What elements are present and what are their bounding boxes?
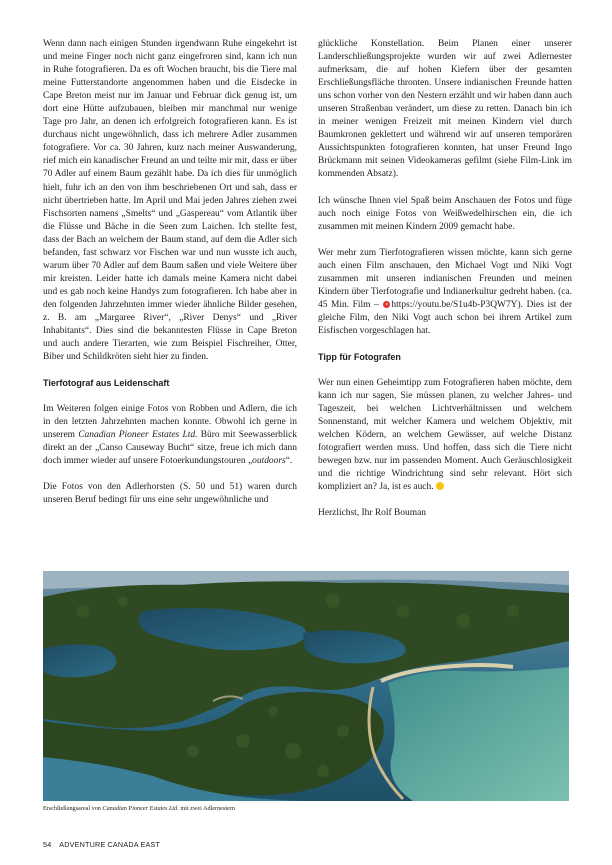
text-run: mit zwei Adlernestern bbox=[178, 805, 235, 812]
text-run: Erschließungsareal von bbox=[43, 805, 103, 812]
aerial-photo bbox=[43, 571, 569, 801]
page-footer bbox=[43, 840, 160, 849]
section-heading-tip: Tipp für Fotografen bbox=[318, 351, 401, 362]
text-run: Wer nun einen Geheimtipp zum Fotografieren haben möchte, dem kann ich nur sagen, Sie müssen planen, zu welcher Jahres- und Tageszeit, bei welchen Lichtverhältnissen und welchem Sonnenstand, mit welcher Kamera und welchem Objektiv, mit welchen Ködern, an welchem Gewässer, auf welche Distanz fotografiert werden muss. Und hoffen, dass sich die Tiere nicht bewegen bzw. nur im passenden Moment. Auch Geräuschlosigkeit und die richtige Windrichtung sind sehr relevant. Hört sich kompliziert an? Ja, ist es auch. bbox=[318, 377, 572, 493]
outdoors-term: outdoors bbox=[252, 456, 286, 467]
text-run: Im Weiteren folgen einige Fotos von Robben und Adlern, die ich in den letzten Jahrzehnten machen konnte. Obwohl ich gerne in unserem bbox=[43, 404, 297, 441]
aerial-landscape-image bbox=[43, 571, 569, 801]
company-name: Canadian Pioneer Estates Ltd. bbox=[102, 805, 179, 812]
smiley-icon bbox=[436, 482, 444, 490]
text-run: ). Dies ist der gleiche Film, den Niki Vogt auch schon bei ihrem Artikel zum Eisfischen vorgeschlagen hat. bbox=[318, 299, 572, 336]
youtube-play-icon bbox=[383, 301, 390, 308]
film-link[interactable]: https://youtu.be/S1u4b-P3QW7Y bbox=[391, 299, 518, 310]
section-heading-passion: Tierfotograf aus Leidenschaft bbox=[43, 378, 170, 389]
paragraph-wish: Ich wünsche Ihnen viel Spaß beim Anschauen der Fotos und füge auch noch einige Fotos von Weißwedelhirschen ein, die ich zusammen mit meinen Kindern 2009 gemacht habe. bbox=[318, 195, 572, 232]
page-number: 54 bbox=[43, 840, 52, 849]
signoff: Herzlichst, Ihr Rolf Bouman bbox=[318, 508, 426, 519]
paragraph-constellation: glückliche Konstellation. Beim Planen einer unserer Landerschließungsprojekte wurden wir auf zwei Adlernester aufmerksam, die auf hohen Kiefern über der gesamten Erschließungsfläche thronten. Unsere indianischen Freunde hatten uns schon vorher von den Nestern erzählt und wir haben dann auch unseren Straßenbau verändert, um diese zu retten. Danach bin ich in meiner wenigen Freizeit mit meinen Kindern viel durch Baumkronen geklettert und während wir auf unseren temporären Aussichtspunkten fotografieren konnten, hat unser Freund Ingo Brückmann mit seinen Videokameras gefilmt (siehe Film-Link im kommenden Absatz). bbox=[318, 39, 572, 180]
paragraph-photos-intro bbox=[43, 403, 297, 468]
paragraph-eagles-tree: Wenn dann nach einigen Stunden irgendwann Ruhe eingekehrt ist und meine Finger noch nicht ganz eingefroren sind, kann ich nun in Ruhe fotografieren. Da es oft Wochen braucht, bis die Tiere mal meine Futterstandorte angenommen haben und die Eisdecke in Cape Breton meist nur im Januar und Februar dick genug ist, um dort eine Hütte aufzubauen, bleiben mir manchmal nur wenige Tage pro Jahr, an denen ich erfolgreich fotografieren kann. Es ist durchaus nicht ungewöhnlich, dass ich mehrere Adler zusammen fotografiere. Vor ca. 30 Jahren, kurz nach meiner Auswanderung, rief mich ein kanadischer Freund an und teilte mir mit, dass er über 70 Adler auf einem Baum gezählt habe. Da ich dies für unmöglich hielt, fuhr ich an den von ihm beschriebenen Ort und sah, dass er nicht übertrieben hatte. Im April und Mai jeden Jahres ziehen zwei Fischsorten namens „Smelts“ und „Gaspereau“ vom Atlantik über die Flüsse und Bäche in die Seen zum Laichen. Ich stellte fest, dass der Bach an welchem der Baum stand, auf dem die Adler sich befanden, fast schwarz vor Fischen war und nun wusste ich auch, warum über 70 Adler auf dem Baum saßen und viele Weitere über mir kreisten. Leider hatte ich damals meine Kamera nicht dabei und es gab noch keine Handys zum fotografieren. Ich habe aber in den folgenden Jahrzehnten immer wieder ähnliche Bilder gesehen, z. B. am „Margaree River“, „River Denys“ und „River Inhabitants“. Dies sind die bekanntesten Flüsse in Cape Breton und auch andere Tierarten, wie zum Beispiel Fischreiher, Otter, Biber und Schildkröten sieht hier zu finden. bbox=[43, 39, 297, 363]
company-name: Canadian Pioneer Estates Ltd. bbox=[78, 430, 198, 441]
left-column bbox=[43, 38, 297, 521]
text-run: Büro mit Seewasserblick direkt an der „Canso Causeway Bucht“ sitze, freue ich mich dann doch immer wieder auf unsere Fotoerkundungstouren „ bbox=[43, 430, 297, 467]
right-column bbox=[318, 38, 572, 533]
publication-name: ADVENTURE CANADA EAST bbox=[59, 840, 161, 849]
paragraph-film bbox=[318, 247, 572, 338]
text-run: “. bbox=[285, 456, 293, 467]
photo-caption bbox=[43, 805, 235, 812]
paragraph-tip bbox=[318, 377, 572, 494]
text-run: Wer mehr zum Tierfotografieren wissen möchte, kann sich gerne auch einen Film anschauen, den Michael Vogt und Niki Vogt zusammen mit unseren indianischen Freunden und meinen Kindern über Tierfotografie und Indianerkultur gedreht haben. (ca. 45 Min. Film – bbox=[318, 247, 572, 310]
paragraph-eyries: Die Fotos von den Adlerhorsten (S. 50 und 51) waren durch unseren Beruf bedingt für uns eine sehr ungewöhnliche und bbox=[43, 482, 297, 506]
